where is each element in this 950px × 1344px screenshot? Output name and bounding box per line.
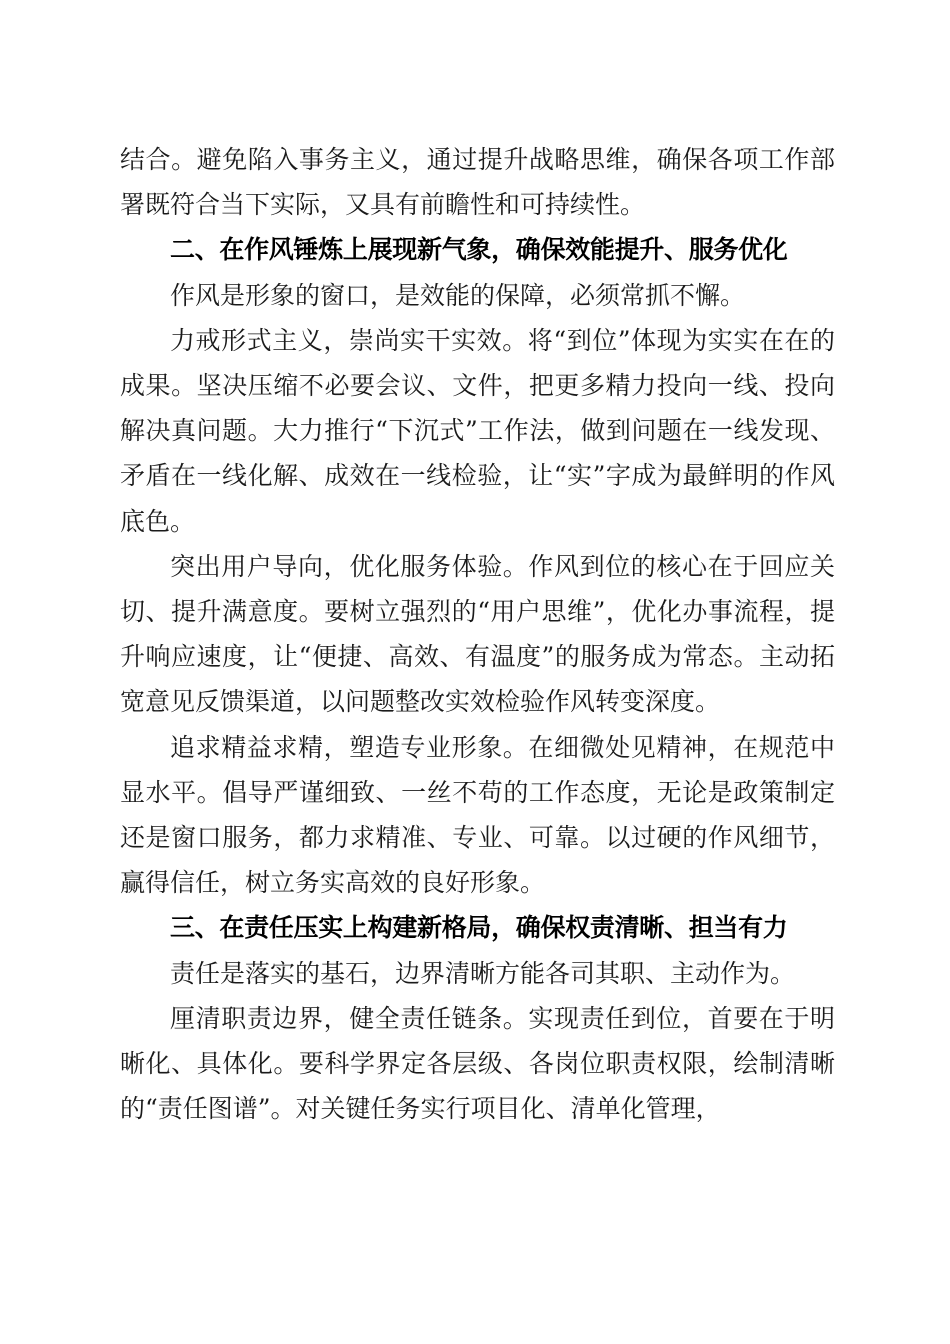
paragraph-continuation: 结合。避免陷入事务主义，通过提升战略思维，确保各项工作部署既符合当下实际，又具有前瞻性和可持续性。 bbox=[120, 145, 835, 220]
paragraph: 突出用户导向，优化服务体验。作风到位的核心在于回应关切、提升满意度。要树立强烈的“用户思维”，优化办事流程，提升响应速度，让“便捷、高效、有温度”的服务成为常态。主动拓宽意见反馈渠道，以问题整改实效检验作风转变深度。 bbox=[120, 551, 835, 717]
paragraph: 厘清职责边界，健全责任链条。实现责任到位，首要在于明晰化、具体化。要科学界定各层级、各岗位职责权限，绘制清晰的“责任图谱”。对关键任务实行项目化、清单化管理， bbox=[120, 1003, 835, 1124]
paragraph: 力戒形式主义，崇尚实干实效。将“到位”体现为实实在在的成果。坚决压缩不必要会议、文件，把更多精力投向一线、投向解决真问题。大力推行“下沉式”工作法，做到问题在一线发现、矛盾在一线化解、成效在一线检验，让“实”字成为最鲜明的作风底色。 bbox=[120, 325, 835, 536]
section-heading-3: 三、在责任压实上构建新格局，确保权责清晰、担当有力 bbox=[170, 913, 788, 943]
document-body bbox=[120, 137, 835, 1131]
paragraph: 追求精益求精，塑造专业形象。在细微处见精神，在规范中显水平。倡导严谨细致、一丝不苟的工作态度，无论是政策制定还是窗口服务，都力求精准、专业、可靠。以过硬的作风细节，赢得信任，树立务实高效的良好形象。 bbox=[120, 732, 835, 898]
paragraph: 责任是落实的基石，边界清晰方能各司其职、主动作为。 bbox=[170, 958, 796, 988]
paragraph: 作风是形象的窗口，是效能的保障，必须常抓不懈。 bbox=[170, 280, 746, 310]
section-heading-2: 二、在作风锤炼上展现新气象，确保效能提升、服务优化 bbox=[170, 235, 788, 265]
